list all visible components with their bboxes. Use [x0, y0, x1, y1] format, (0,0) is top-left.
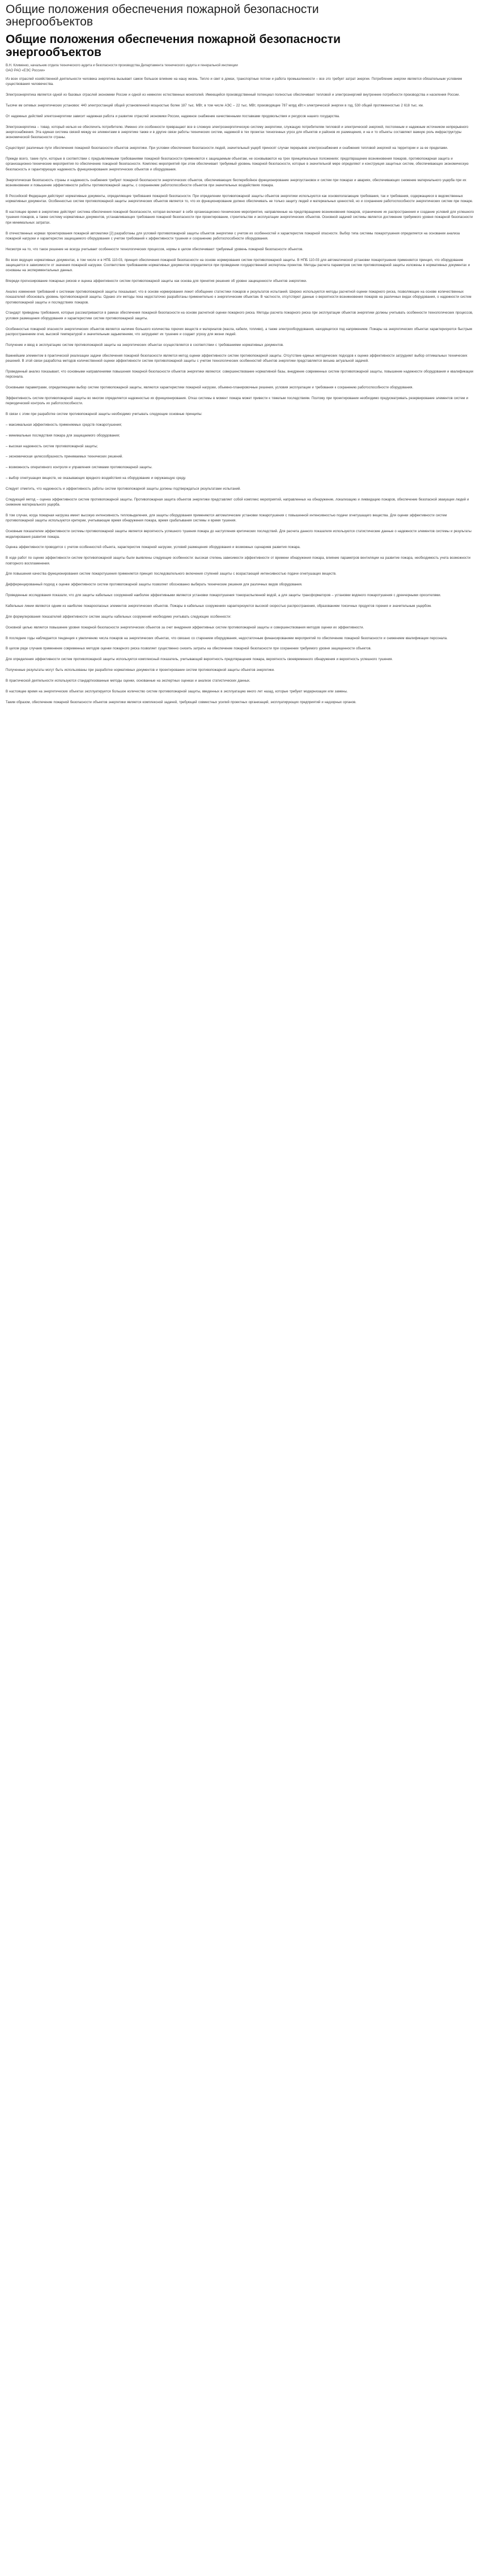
article-paragraph: Эффективность систем противопожарной защиты во многом определяется надежностью их функционирования. Отказ системы в момент пожара может привести к тяжелым последствиям. Поэтому при проектировании необходимо предусматривать резервирование элементов систем и периодический контроль их работоспособности.	[6, 396, 468, 406]
article-paragraph: Оценка эффективности проводится с учетом особенностей объекта, характеристик пожарной нагрузки, условий размещения оборудования и возможных сценариев развития пожара.	[6, 546, 301, 550]
article-paragraph: В связи с этим при разработке систем противопожарной защиты необходимо учитывать следующие основные принципы:	[6, 413, 202, 417]
article-paragraph: Энергетическая безопасность страны и надежность снабжения требуют пожарной безопасности энергетических объектов, обеспечивающих бесперебойное функционирование энергоустановок и систем при пожарах и авариях, обеспечивающих снижение материального ущерба при их возникновении и повышение эффективности работы противопожарной защиты, с сохранением работоспособности объектов при значительных воздействиях пожара.	[6, 178, 466, 187]
article-paragraph: Впереди прогнозирование пожарных рисков и оценка эффективности систем противопожарной защиты как основа для принятия решения об уровне защищенности объектов энергетики.	[6, 280, 307, 284]
article-paragraph: Основными параметрами, определяющими выбор систем противопожарной защиты, являются характеристики пожарной нагрузки, объемно-планировочные решения, условия эксплуатации и требования к сохранению работоспособности оборудования.	[6, 386, 414, 390]
article-paragraph: От надежных действий электоэнергетики зависит надежная работа и развитие отраслей экономики России, надежное снабжение качественными поставками продовольствия и ресурсов нашего государства.	[6, 114, 340, 118]
article-paragraph: В практической деятельности используются стандартизованные методы оценки, основанные на экспертных оценках и анализе статистических данных.	[6, 679, 250, 683]
article-paragraph: Основной целью является повышение уровня пожарной безопасности энергетических объектов за счет внедрения эффективных систем противопожарной защиты и совершенствования методов оценки их эффективности.	[6, 626, 364, 630]
article-paragraph: – минимальные последствия пожара для защищаемого оборудования;	[6, 434, 120, 438]
article-paragraph: Несмотря на то, что такое решение не всегда учитывает особенности технологических процессов, нормы в целом обеспечивают требуемый уровень пожарной безопасности объектов.	[6, 247, 303, 251]
article-paragraph: Таким образом, обеспечение пожарной безопасности объектов энергетики является комплексной задачей, требующей совместных усилий проектных организаций, эксплуатирующих предприятий и надзорных органов.	[6, 700, 356, 704]
article-paragraph: Основным показателем эффективности системы противопожарной защиты является вероятность успешного тушения пожара до наступления критических последствий. Для расчета данного показателя используются статистические данные о надежности элементов системы и результаты моделирования развития пожара.	[6, 530, 471, 539]
article-paragraph: Электроэнергетика является одной из базовых отраслей экономики России и одной из немногих естественных монополий. Имеющийся производственный потенциал полностью обеспечивает тепловой и электроэнергией внутренние потребности производства и населения России.	[6, 93, 460, 97]
article-body	[6, 77, 474, 705]
article-paragraph: Кабельные линии являются одним из наиболее пожароопасных элементов энергетических объектов. Пожары в кабельных сооружениях характеризуются высокой скоростью распространения, образованием токсичных продуктов горения и значительным ущербом.	[6, 604, 432, 608]
article-paragraph: Для определения эффективности систем противопожарной защиты используется комплексный показатель, учитывающий вероятность предотвращения пожара, вероятность своевременного обнаружения и вероятность успешного тушения.	[6, 658, 393, 662]
article-paragraph: – максимальная эффективность применяемых средств пожаротушения;	[6, 423, 122, 427]
article-paragraph: Электроэнергетика – товар, который нельзя не обеспечить потребителю. Именно эти особенности превращают все в сложную электроэнергетическую систему энергетики, служащую потребителям тепловой и электрической энергией, постоянным и надежным источником непрерывного энергоснабжения. Эта единая система связей между ее элементами в энергетике также и в другие связи работы технических систем, надежной в тех проектах техногенных угроз для объектов и районов их размещения, и на и то объекты составляют важную роль инфраструктуры экономической безопасности страны.	[6, 125, 469, 140]
article-paragraph: В том случае, когда пожарная нагрузка имеет высокую интенсивность тепловыделения, для защиты оборудования применяются автоматические установки пожаротушения с повышенной интенсивностью подачи огнетушащего вещества. Для оценки эффективности систем противопожарной защиты используются критерии, учитывающие время обнаружения пожара, время срабатывания системы и время тушения.	[6, 514, 447, 523]
article-paragraph: Важнейшим элементом в практической реализации задачи обеспечения пожарной безопасности является метод оценки эффективности систем противопожарной защиты. Отсутствие единых методических подходов к оценке эффективности затрудняет выбор оптимальных технических решений. В этой связи разработка методов количественной оценки эффективности систем противопожарной защиты с учетом технологических особенностей объектов энергетики представляется весьма актуальной задачей.	[6, 354, 468, 363]
article-meta	[6, 63, 323, 74]
article-paragraph: Существуют различные пути обеспечения пожарной безопасности объектов энергетики. При условии обеспечения безопасности людей, значительный ущерб приносят случаи перерывов электроснабжения и снабжения тепловой энергией на территории и за ее пределами.	[6, 147, 448, 151]
article-paragraph: – экономическая целесообразность принимаемых технических решений.	[6, 455, 123, 459]
article-paragraph: – высокая надежность систем противопожарной защиты;	[6, 444, 98, 448]
article-paragraph: Для повышения качества функционирования систем пожаротушения применяется принцип последовательного включения ступеней защиты с возрастающей интенсивностью подачи огнетушащих веществ.	[6, 572, 337, 576]
article-paragraph: Из всех отраслей хозяйственной деятельности человека энергетика вызывает самое большое влияние на нашу жизнь. Тепло и свет в домах, транспортные потоки и работа промышленности – все это требует затрат энергии. Потребление энергии является обязательным условием существования человечества.	[6, 78, 462, 87]
article-paragraph: Тысячи км сетевых энергетических установок: 440 электростанций общей установленной мощностью более 187 тыс. МВт, в том числе АЭС – 22 тыс. МВт, производящие 787 млрд кВт.ч электрической энергии в год, 530 общей протяженностью 2 618 тыс. км.	[6, 104, 424, 108]
article-paragraph: В настоящее время на энергетических объектах эксплуатируется большое количество систем противопожарной защиты, введенных в эксплуатацию много лет назад, которые требуют модернизации или замены.	[6, 690, 348, 694]
article-paragraph: Следующий метод – оценка эффективности систем противопожарной защиты. Противопожарная защита объектов энергетики представляет собой комплекс мероприятий, направленных на обнаружение, локализацию и ликвидацию пожаров, обеспечение безопасной эвакуации людей и снижение материального ущерба.	[6, 498, 469, 507]
article-paragraph: Во всех ведущих нормативных документах, в том числе и в НПБ 110-03, принцип обеспечения пожарной безопасности на основе нормирования систем противопожарной защиты. В НПБ 110-03 для автоматической установки пожаротушения применяется принцип, что оборудование защищается в зависимости от значения пожарной нагрузки. Соответствие требованиям нормативных документов определяется при проведении государственной экспертизы проектов. Методы расчета параметров систем противопожарной защиты изложены в нормативных документах и основаны на экспериментальных данных.	[6, 258, 470, 273]
article-paragraph: Дифференцированный подход к оценке эффективности систем противопожарной защиты позволяет обоснованно выбирать технические решения для различных видов оборудования.	[6, 583, 303, 587]
page-title: Общие положения обеспечения пожарной безопасности энергообъектов	[6, 3, 319, 28]
article-paragraph: В Российской Федерации действуют нормативные документы, определяющие требования пожарной безопасности. При определении противопожарной защиты объектов энергетики используются как основополагающие требования, так и требования, содержащиеся в ведомственных нормативных документах. Особенностью систем противопожарной защиты энергетических объектов является то, что их функционирование должно обеспечивать не только защиту людей и материальных ценностей, но и сохранение работоспособности энергетических систем при пожаре.	[6, 194, 473, 204]
article-paragraph: В целом ряде случаев применение современных методов оценки пожарного риска позволяет существенно снизить затраты на обеспечение пожарной безопасности при сохранении требуемого уровня защищенности объектов.	[6, 647, 372, 651]
article-paragraph: В последние годы наблюдается тенденция к увеличению числа пожаров на энергетических объектах, что связано со старением оборудования, недостаточным финансированием мероприятий по обеспечению пожарной безопасности и снижением квалификации персонала.	[6, 636, 448, 640]
article-paragraph: Получение и ввод в эксплуатацию систем противопожарной защиты на энергетических объектах осуществляется в соответствии с требованиями нормативных документов.	[6, 343, 284, 347]
organization-line: ОАО РАО «ЕЭС России»	[6, 69, 45, 72]
article-paragraph: В отечественных нормах проектирования пожарной автоматики [2] разработаны для условий противопожарной защиты объектов энергетики с учетом их особенностей и характеристик пожарной опасности. Выбор типа системы пожаротушения определяется на основании анализа пожарной нагрузки и характеристик защищаемого оборудования с учетом требований к эффективности тушения и сохранению работоспособности оборудования.	[6, 232, 460, 241]
article-paragraph: Прежде всего, такие пути, которые в соответствии с предъявляемыми требованиями пожарной безопасности применяются к защищаемым объектам, не основываются на трех принципиальных положениях: предотвращение возникновения пожаров, противопожарная защита и организационно-технические мероприятия по обеспечению пожарной безопасности. Комплекс мероприятий при этом обеспечивает требуемый уровень пожарной безопасности, которые в значительной мере определяют и конструкция защитных систем, обеспечивающих экономическую безопасность и гарантирующих надежность функционирования энергетических объектов и оборудования.	[6, 157, 469, 172]
article-paragraph: – возможность оперативного контроля и управления системами противопожарной защиты.	[6, 466, 152, 470]
article-paragraph: Полученные результаты могут быть использованы при разработке нормативных документов и проектировании систем противопожарной защиты объектов энергетики.	[6, 669, 275, 673]
article-paragraph: Для формулирования показателей эффективности систем защиты кабельных сооружений необходимо учитывать следующие особенности:	[6, 615, 231, 619]
article-paragraph: Анализ изменения требований к системам противопожарной защиты показывает, что в основе нормирования лежит обобщение статистики пожаров и результатов испытаний. Широко используются методы расчетной оценки пожарного риска, позволяющие на основе количественных показателей обосновать уровень противопожарной защиты. Однако эти методы пока недостаточно разработаны применительно к энергетическим объектам. В частности, отсутствуют данные о вероятности возникновения пожаров на различных видах оборудования, о надежности систем противопожарной защиты и последствиях пожаров.	[6, 290, 471, 305]
author-line: В.Н. Клименко, начальник отдела технического аудита и безопасности производства Департамента технического аудита и генеральной инспекции	[6, 64, 238, 67]
article-paragraph: Следует отметить, что надежность и эффективность работы систем противопожарной защиты должны подтверждаться результатами испытаний.	[6, 487, 241, 491]
article-paragraph: Особенностью пожарной опасности энергетических объектов является наличие большого количества горючих веществ и материалов (масла, кабели, топливо), а также электрооборудования, находящегося под напряжением. Пожары на энергетических объектах характеризуются быстрым распространением огня, высокой температурой и значительным задымлением, что затрудняет их тушение и создает угрозу для жизни людей.	[6, 327, 472, 336]
article-paragraph: – выбор огнетушащих веществ, не оказывающих вредного воздействия на оборудование и окружающую среду.	[6, 477, 186, 481]
article-paragraph: В настоящее время в энергетике действует система обеспечения пожарной безопасности, которая включает в себя организационно-технические мероприятия, направленные на предотвращение возникновения пожаров, ограничение их распространения и создание условий для успешного тушения пожаров, а также систему нормативных документов, устанавливающих требования пожарной безопасности при проектировании, строительстве и эксплуатации энергетических объектов. Основной задачей системы является достижение требуемого уровня пожарной безопасности при минимальных затратах.	[6, 211, 474, 225]
article-paragraph: Стандарт приведены требования, которые рассматриваются в рамках обеспечения пожарной безопасности на основе расчетной оценки пожарного риска. Методы расчета пожарного риска при эксплуатации объектов энергетики должны учитывать особенности технологических процессов, условия размещения оборудования и характеристики систем противопожарной защиты.	[6, 311, 473, 320]
article-title: Общие положения обеспечения пожарной безопасности энергообъектов	[6, 33, 341, 59]
article-paragraph: Проведенные исследования показали, что для защиты кабельных сооружений наиболее эффективными являются установки пожаротушения тонкораспыленной водой, а для защиты трансформаторов – установки водяного пожаротушения с дренчерными оросителями.	[6, 594, 441, 598]
article-paragraph: В ходе работ по оценке эффективности систем противопожарной защиты были выявлены следующие особенности: высокая степень зависимости эффективности от времени обнаружения пожара, влияние параметров вентиляции на развитие пожара, необходимость учета возможности повторного воспламенения.	[6, 557, 471, 566]
article-paragraph: Проведенный анализ показывает, что основными направлениями повышения пожарной безопасности объектов энергетики являются: совершенствование нормативной базы, внедрение современных систем противопожарной защиты, повышение надежности оборудования и квалификации персонала.	[6, 370, 474, 379]
